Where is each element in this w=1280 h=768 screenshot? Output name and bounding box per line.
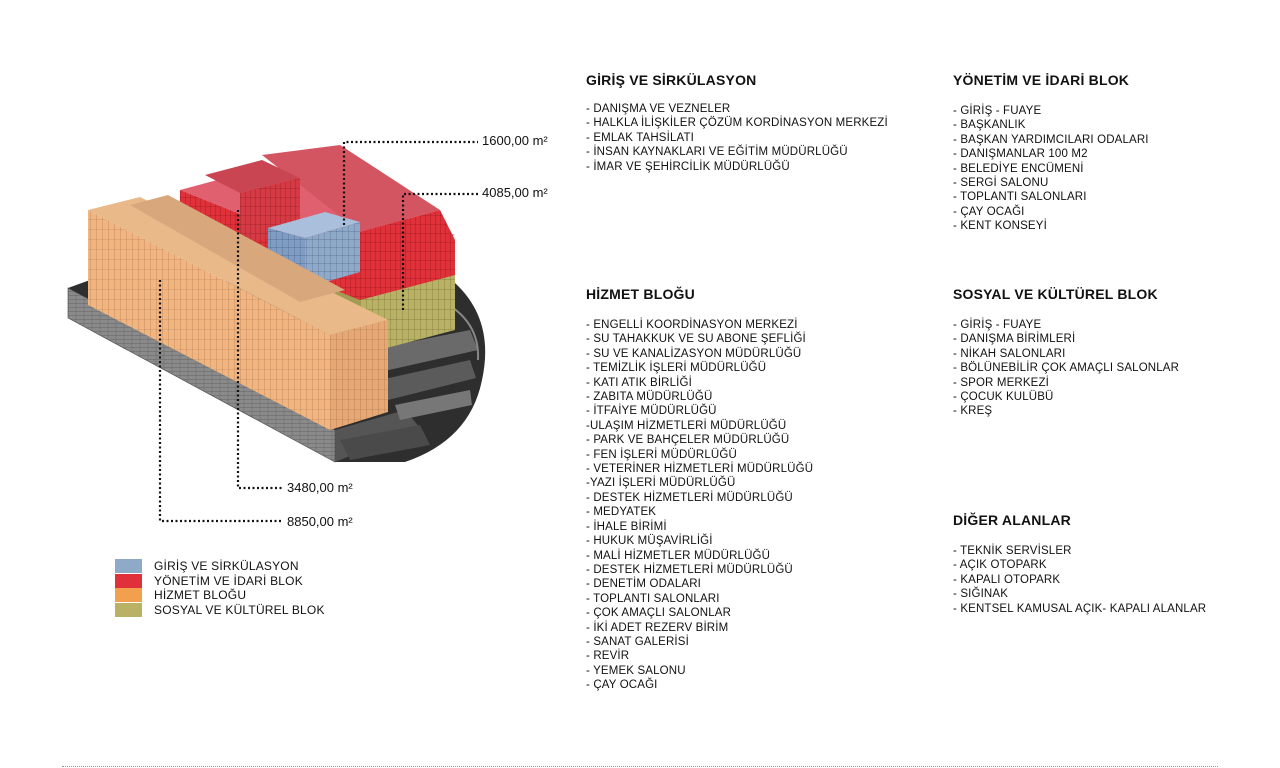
- program-item: - TOPLANTI SALONLARI: [586, 592, 720, 605]
- program-item: - HALKLA İLİŞKİLER ÇÖZÜM KORDİNASYON MERKEZİ: [586, 117, 888, 130]
- legend-label: SOSYAL VE KÜLTÜREL BLOK: [154, 602, 325, 617]
- legend-label: HİZMET BLOĞU: [154, 588, 247, 603]
- program-item: - MEDYATEK: [586, 506, 657, 519]
- program-item: - DANIŞMANLAR 100 M2: [953, 148, 1088, 161]
- program-list: [953, 544, 1206, 616]
- program-item: - SIĞINAK: [953, 588, 1009, 601]
- program-item: - DANIŞMA BİRİMLERİ: [953, 333, 1076, 346]
- program-item: - KENT KONSEYİ: [953, 220, 1047, 233]
- section-title: HİZMET BLOĞU: [586, 286, 695, 302]
- program-item: - ÇAY OCAĞI: [586, 679, 658, 692]
- program-item: - SU VE KANALİZASYON MÜDÜRLÜĞÜ: [586, 347, 802, 360]
- program-item: - KREŞ: [953, 405, 993, 418]
- program-item: - BÖLÜNEBİLİR ÇOK AMAÇLI SALONLAR: [953, 362, 1180, 375]
- program-item: - İNSAN KAYNAKLARI VE EĞİTİM MÜDÜRLÜĞÜ: [586, 146, 848, 159]
- section-title: DİĞER ALANLAR: [953, 512, 1071, 528]
- program-item: - BAŞKAN YARDIMCILARI ODALARI: [953, 133, 1149, 146]
- program-item: - REVİR: [586, 650, 630, 663]
- program-item: - KATI ATIK BİRLİĞİ: [586, 376, 692, 389]
- legend-swatch: [115, 603, 142, 617]
- section-sosyal: [953, 286, 1179, 419]
- section-title: GİRİŞ VE SİRKÜLASYON: [586, 72, 757, 88]
- program-item: - EMLAK TAHSİLATI: [586, 131, 694, 144]
- section-diger: [953, 512, 1206, 616]
- program-item: - MALİ HİZMETLER MÜDÜRLÜĞÜ: [586, 549, 771, 562]
- program-item: - GİRİŞ - FUAYE: [953, 105, 1042, 117]
- program-item: - İKİ ADET REZERV BİRİM: [586, 621, 729, 634]
- area-label-8850: 8850,00 m²: [287, 514, 353, 529]
- program-item: - KAPALI OTOPARK: [953, 573, 1061, 586]
- program-item: - TEKNİK SERVİSLER: [953, 545, 1072, 557]
- program-list: [586, 318, 813, 693]
- program-item: - VETERİNER HİZMETLERİ MÜDÜRLÜĞÜ: [586, 463, 814, 476]
- legend-label: GİRİŞ VE SİRKÜLASYON: [154, 559, 299, 574]
- program-item: - DESTEK HİZMETLERİ MÜDÜRLÜĞÜ: [586, 563, 793, 576]
- legend-item: [115, 574, 325, 589]
- program-item: -YAZI İŞLERİ MÜDÜRLÜĞÜ: [586, 477, 736, 490]
- area-label-4085: 4085,00 m²: [482, 185, 548, 200]
- program-item: - İMAR VE ŞEHİRCİLİK MÜDÜRLÜĞÜ: [586, 160, 790, 173]
- building-axonometric: [0, 0, 600, 560]
- program-item: - SPOR MERKEZİ: [953, 376, 1050, 389]
- area-label-1600: 1600,00 m²: [482, 133, 548, 148]
- program-item: - SU TAHAKKUK VE SU ABONE ŞEFLİĞİ: [586, 333, 806, 346]
- program-item: - ÇAY OCAĞI: [953, 205, 1025, 218]
- program-item: - ÇOCUK KULÜBÜ: [953, 391, 1054, 404]
- program-item: - PARK VE BAHÇELER MÜDÜRLÜĞÜ: [586, 434, 790, 447]
- section-title: SOSYAL VE KÜLTÜREL BLOK: [953, 286, 1158, 302]
- program-item: - ÇOK AMAÇLI SALONLAR: [586, 607, 732, 620]
- program-list: [953, 104, 1149, 234]
- legend-item: [115, 559, 325, 574]
- program-item: - ZABITA MÜDÜRLÜĞÜ: [586, 391, 713, 404]
- program-item: -ULAŞIM HİZMETLERİ MÜDÜRLÜĞÜ: [586, 419, 787, 432]
- program-item: - DESTEK HİZMETLERİ MÜDÜRLÜĞÜ: [586, 491, 793, 504]
- section-hizmet: [586, 286, 813, 693]
- legend-swatch: [115, 559, 142, 573]
- legend-swatch: [115, 588, 142, 602]
- section-giris: [586, 72, 888, 174]
- footer-dotted-rule: [62, 766, 1218, 767]
- program-item: - BAŞKANLIK: [953, 119, 1026, 132]
- program-item: - DANIŞMA VE VEZNELER: [586, 103, 731, 115]
- legend-label: YÖNETİM VE İDARİ BLOK: [154, 573, 303, 588]
- area-label-3480: 3480,00 m²: [287, 480, 353, 495]
- program-item: - TEMİZLİK İŞLERİ MÜDÜRLÜĞÜ: [586, 362, 767, 375]
- program-item: - İTFAİYE MÜDÜRLÜĞÜ: [586, 405, 717, 418]
- legend-swatch: [115, 574, 142, 588]
- program-item: - NİKAH SALONLARI: [953, 347, 1066, 360]
- legend-item: [115, 588, 325, 603]
- program-item: - GİRİŞ - FUAYE: [953, 319, 1042, 331]
- program-item: - DENETİM ODALARI: [586, 578, 702, 591]
- program-item: - BELEDİYE ENCÜMENİ: [953, 162, 1084, 175]
- program-item: - SANAT GALERİSİ: [586, 635, 689, 648]
- section-title: YÖNETİM VE İDARİ BLOK: [953, 72, 1130, 88]
- program-item: - YEMEK SALONU: [586, 664, 686, 677]
- program-item: - ENGELLİ KOORDİNASYON MERKEZİ: [586, 319, 798, 331]
- section-yonetim: [953, 72, 1149, 234]
- program-list: [586, 102, 888, 174]
- program-item: - FEN İŞLERİ MÜDÜRLÜĞÜ: [586, 448, 737, 461]
- program-item: - HUKUK MÜŞAVİRLİĞİ: [586, 535, 713, 548]
- program-item: - İHALE BİRİMİ: [586, 520, 667, 533]
- program-item: - AÇIK OTOPARK: [953, 559, 1047, 572]
- legend: [115, 559, 325, 617]
- legend-item: [115, 603, 325, 618]
- program-item: - KENTSEL KAMUSAL AÇIK- KAPALI ALANLAR: [953, 602, 1207, 615]
- program-item: - TOPLANTI SALONLARI: [953, 191, 1087, 204]
- program-item: - SERGİ SALONU: [953, 177, 1049, 190]
- program-list: [953, 318, 1179, 419]
